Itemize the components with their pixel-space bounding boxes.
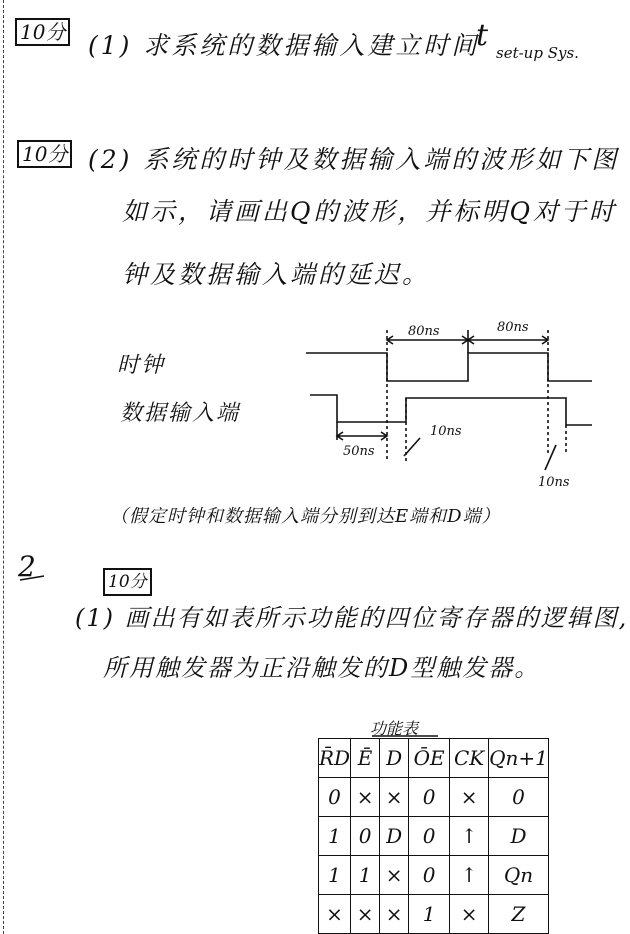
table-cell: 1 <box>319 856 351 895</box>
waveform-note: （假定时钟和数据输入端分别到达E端和D端） <box>110 506 501 527</box>
header-qn1: Qn+1 <box>489 739 549 778</box>
section2-number: 2 <box>18 550 39 583</box>
function-table-caption: 功能表 <box>370 719 419 738</box>
table-cell: 1 <box>351 856 380 895</box>
table-cell: 0 <box>319 778 351 817</box>
table-row <box>319 817 549 856</box>
q2-line2: 如示，请画出Q的波形，并标明Q对于时 <box>122 197 617 226</box>
header-oe: ŌE <box>409 739 450 778</box>
table-cell: Z <box>489 895 549 934</box>
table-cell: 0 <box>409 817 450 856</box>
function-table <box>318 738 549 934</box>
offset-label: 50ns <box>343 444 375 459</box>
header-rd: R̄D <box>319 739 351 778</box>
table-cell: × <box>351 895 380 934</box>
period2-label: 80ns <box>497 320 529 335</box>
q1-subscript: set-up Sys. <box>496 44 579 62</box>
q2-score-box: 10分 <box>17 140 72 168</box>
table-cell: ↑ <box>450 817 489 856</box>
table-cell: 0 <box>351 817 380 856</box>
q2-line1: (2) 系统的时钟及数据输入端的波形如下图 <box>88 145 620 174</box>
delay2-label: 10ns <box>538 475 570 490</box>
table-row <box>319 856 549 895</box>
q2-line3: 钟及数据输入端的延迟。 <box>122 260 431 289</box>
table-cell: × <box>380 856 409 895</box>
table-cell: ↑ <box>450 856 489 895</box>
header-e: Ē <box>351 739 380 778</box>
q1-symbol: t <box>476 18 492 53</box>
data-waveform <box>310 395 592 425</box>
table-cell: 0 <box>489 778 549 817</box>
table-cell: 1 <box>319 817 351 856</box>
section2-line2: 所用触发器为正沿触发的D型触发器。 <box>103 654 541 682</box>
table-cell: × <box>319 895 351 934</box>
delay1-label: 10ns <box>430 424 462 439</box>
q1-score-box: 10分 <box>15 18 70 46</box>
clock-waveform <box>306 353 592 381</box>
header-ck: CK <box>450 739 489 778</box>
data-input-label: 数据输入端 <box>120 401 241 426</box>
table-cell: D <box>380 817 409 856</box>
clock-label: 时钟 <box>117 353 166 378</box>
section2-score-box: 10分 <box>103 568 152 596</box>
table-row <box>319 778 549 817</box>
table-cell: 1 <box>409 895 450 934</box>
section2-line1: (1) 画出有如表所示功能的四位寄存器的逻辑图, <box>75 604 629 632</box>
table-row <box>319 895 549 934</box>
table-cell: × <box>380 778 409 817</box>
table-header-row <box>319 739 549 778</box>
header-d: D <box>380 739 409 778</box>
table-cell: Qn <box>489 856 549 895</box>
table-cell: × <box>450 895 489 934</box>
pointer-10ns-2 <box>545 445 556 470</box>
table-cell: × <box>351 778 380 817</box>
table-cell: 0 <box>409 856 450 895</box>
period1-label: 80ns <box>408 324 440 339</box>
table-cell: × <box>380 895 409 934</box>
q1-text: (1) 求系统的数据输入建立时间 <box>88 31 480 60</box>
table-cell: 0 <box>409 778 450 817</box>
table-cell: × <box>450 778 489 817</box>
table-cell: D <box>489 817 549 856</box>
